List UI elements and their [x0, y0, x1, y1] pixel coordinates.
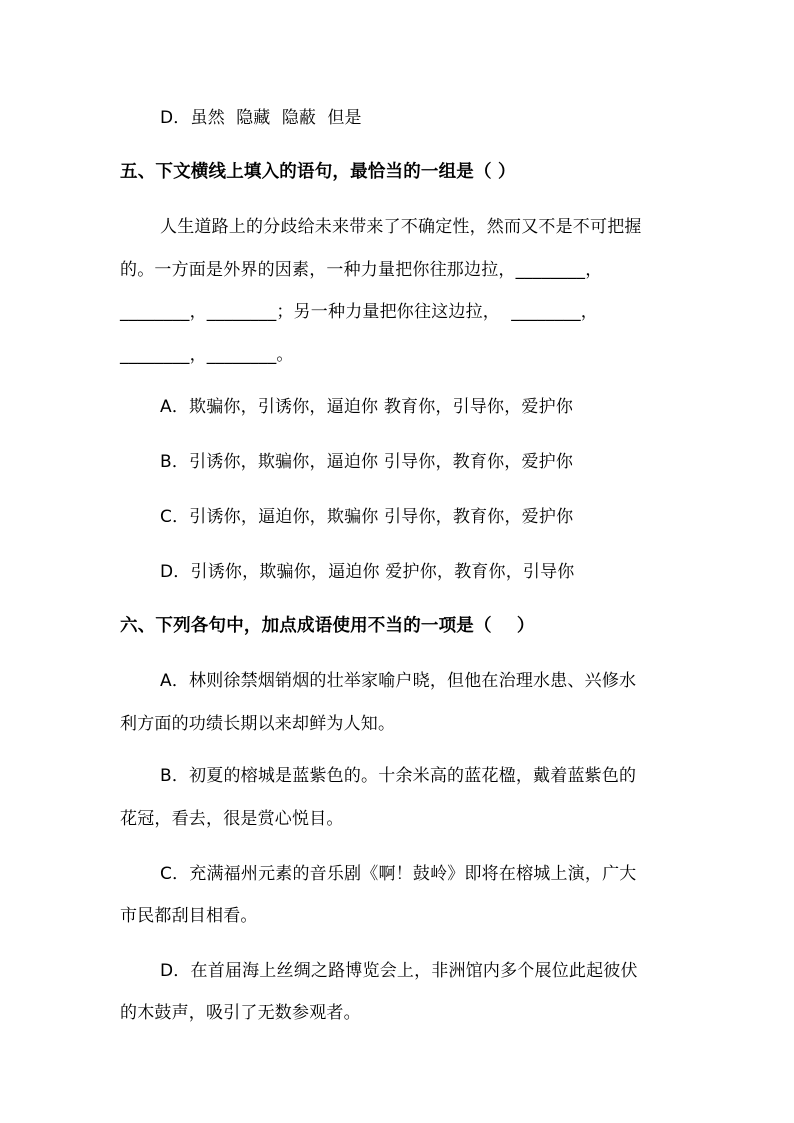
q6-option-d-line-2: 的木鼓声，吸引了无数参观者。 [120, 1003, 361, 1023]
q5-option-b: B．引诱你，欺骗你，逼迫你 引导你，教育你，爱护你 [160, 452, 574, 472]
q5-title: 五、下文横线上填入的语句，最恰当的一组是（ ） [120, 162, 516, 182]
q6-option-a-line-2: 利方面的功绩长期以来却鲜为人知。 [120, 714, 396, 734]
q5-option-c: C．引诱你，逼迫你，欺骗你 引导你，教育你，爱护你 [160, 507, 574, 527]
q6-title: 六、下列各句中，加点成语使用不当的一项是（ ） [120, 616, 535, 636]
q5-option-d: D．引诱你，欺骗你，逼迫你 爱护你，教育你，引导你 [160, 562, 575, 582]
q5-passage-line-2: 的。一方面是外界的因素，一种力量把你往那边拉，________， [120, 260, 603, 280]
q5-passage-line-3: ________，________；另一种力量把你往这边拉， ________， [120, 302, 599, 322]
q6-option-c-line-2: 市民都刮目相看。 [120, 906, 258, 926]
q6-option-c-line-1: C．充满福州元素的音乐剧《啊！鼓岭》即将在榕城上演，广大 [160, 864, 637, 884]
q4-option-d: D．虽然 隐藏 隐蔽 但是 [160, 108, 362, 128]
q6-option-d-line-1: D．在首届海上丝绸之路博览会上，非洲馆内多个展位此起彼伏 [160, 961, 638, 981]
q5-passage-line-1: 人生道路上的分歧给未来带来了不确定性，然而又不是不可把握 [160, 217, 642, 237]
q6-option-a-line-1: A．林则徐禁烟销烟的壮举家喻户晓，但他在治理水患、兴修水 [160, 671, 637, 691]
q6-option-b-line-2: 花冠，看去，很是赏心悦目。 [120, 809, 344, 829]
q5-option-a: A．欺骗你，引诱你，逼迫你 教育你，引导你，爱护你 [160, 397, 574, 417]
q5-passage-line-4: ________，________。 [120, 345, 294, 365]
q6-option-b-line-1: B．初夏的榕城是蓝紫色的。十余米高的蓝花楹，戴着蓝紫色的 [160, 766, 637, 786]
